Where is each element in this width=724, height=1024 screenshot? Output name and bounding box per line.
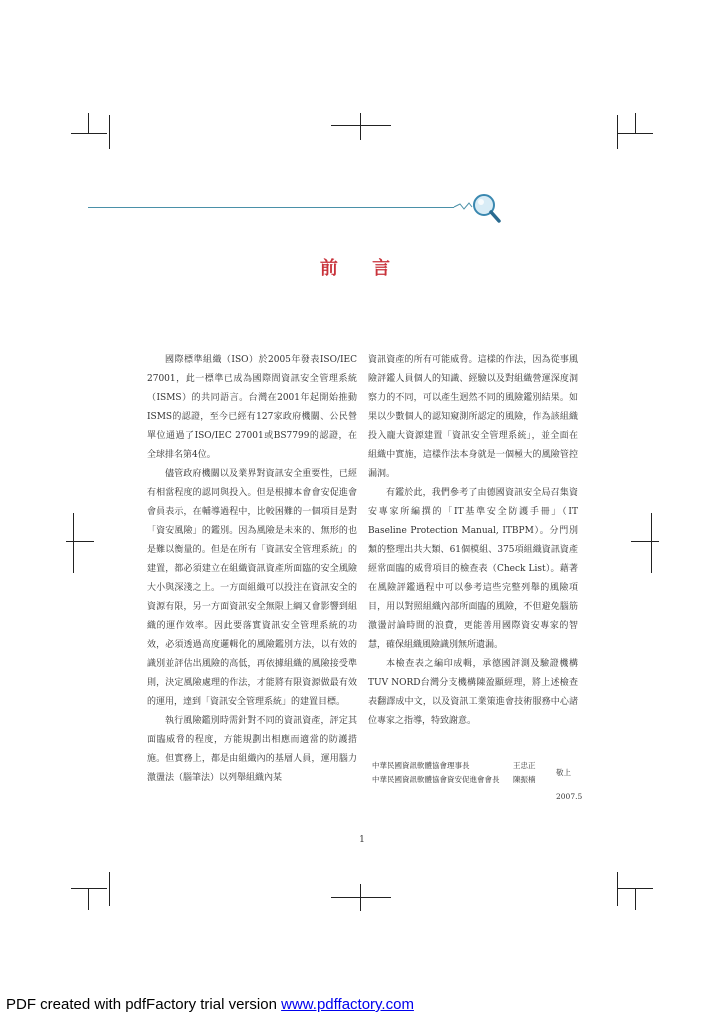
- paragraph: 有鑑於此，我們參考了由德國資訊安全局召集資安專家所編撰的「IT基準安全防護手冊」（IT Baseline Protection Manual, ITBPM）。分門別類的整理出共大類、61個模組、375項組織資訊資產經常面臨的威脅項目的檢查表（Check List）。藉著在風險評鑑過程中可以參考這些完整列舉的風險項目，用以對照組織內部所面臨的風險，不但避免腦筋激盪討論時間的浪費，更能善用國際資安專家的智慧，確保組織風險識別無所遺漏。: [368, 488, 578, 650]
- pdf-footer: [6, 996, 414, 1013]
- paragraph: 儘管政府機關以及業界對資訊安全重要性，已經有相當程度的認同與投入。但是根據本會會安促進會會員表示，在輔導過程中，比較困難的一個項目是對「資安風險」的鑑別。因為風險是未來的、無形的也是難以衡量的。但是在所有「資訊安全管理系統」的建置，都必須建立在組織資訊資產所面臨的安全風險大小與深淺之上。一方面組織可以投注在資訊安全的資源有限，另一方面資訊安全無限上綱又會影響到組織的運作效率。因此要落實資訊安全管理系統的功效，必須透過高度邏輯化的風險鑑別方法，以有效的識別並評估出風險的高低，再依據組織的風險接受準則，決定風險處理的作法，才能將有限資源做最有效的運用，達到「資訊安全管理系統」的建置目標。: [147, 469, 357, 707]
- signature-org-1: 中華民國資訊軟體協會理事長: [372, 761, 470, 770]
- signature-closing: 敬上: [556, 768, 571, 777]
- magnifier-icon: [452, 192, 502, 226]
- signature-date: 2007.5: [556, 792, 583, 801]
- header-rule: [88, 207, 454, 208]
- page-title: 前 言: [319, 258, 405, 279]
- paragraph: 資訊資產的所有可能威脅。這樣的作法，因為從事風險評鑑人員個人的知識、經驗以及對組織營運深度洞察力的不同，可以產生迥然不同的風險鑑別結果。如果以少數個人的認知窺測所認定的風險，作為該組織投入龐大資源建置「資訊安全管理系統」，並全面在組織中實施，這樣作法本身就是一個極大的風險管控漏洞。: [368, 355, 578, 479]
- signature-name-2: 陳振楠: [513, 775, 536, 784]
- right-column: [368, 351, 578, 731]
- signature-org-2: 中華民國資訊軟體協會資安促進會會長: [372, 775, 500, 784]
- paragraph: 執行風險鑑別時需針對不同的資訊資產，評定其面臨威脅的程度，方能規劃出相應而適當的防護措施。但實務上，都是由組織內的基層人員，運用腦力激盪法（腦筆法）以列舉組織內某: [147, 716, 357, 783]
- footer-link[interactable]: www.pdffactory.com: [281, 996, 414, 1013]
- footer-text: PDF created with pdfFactory trial version: [6, 996, 282, 1013]
- signature-name-1: 王忠正: [513, 761, 536, 770]
- left-column: [147, 351, 357, 788]
- paragraph: 國際標準組織（ISO）於2005年發表ISO/IEC 27001，此一標準已成為國際間資訊安全管理系統（ISMS）的共同語言。台灣在2001年起開始推動ISMS的認證，至今已經有127家政府機關、公民營單位通過了ISO/IEC 27001或BS7799的認證，在全球排名第4位。: [147, 355, 357, 460]
- paragraph: 本檢查表之編印成輯，承德國評測及驗證機構TUV NORD台灣分支機構陳盈顯經理，將上述檢查表翻譯成中文，以及資訊工業策進會技術服務中心諸位專家之指導，特致謝意。: [368, 659, 578, 726]
- page-number: 1: [359, 835, 365, 845]
